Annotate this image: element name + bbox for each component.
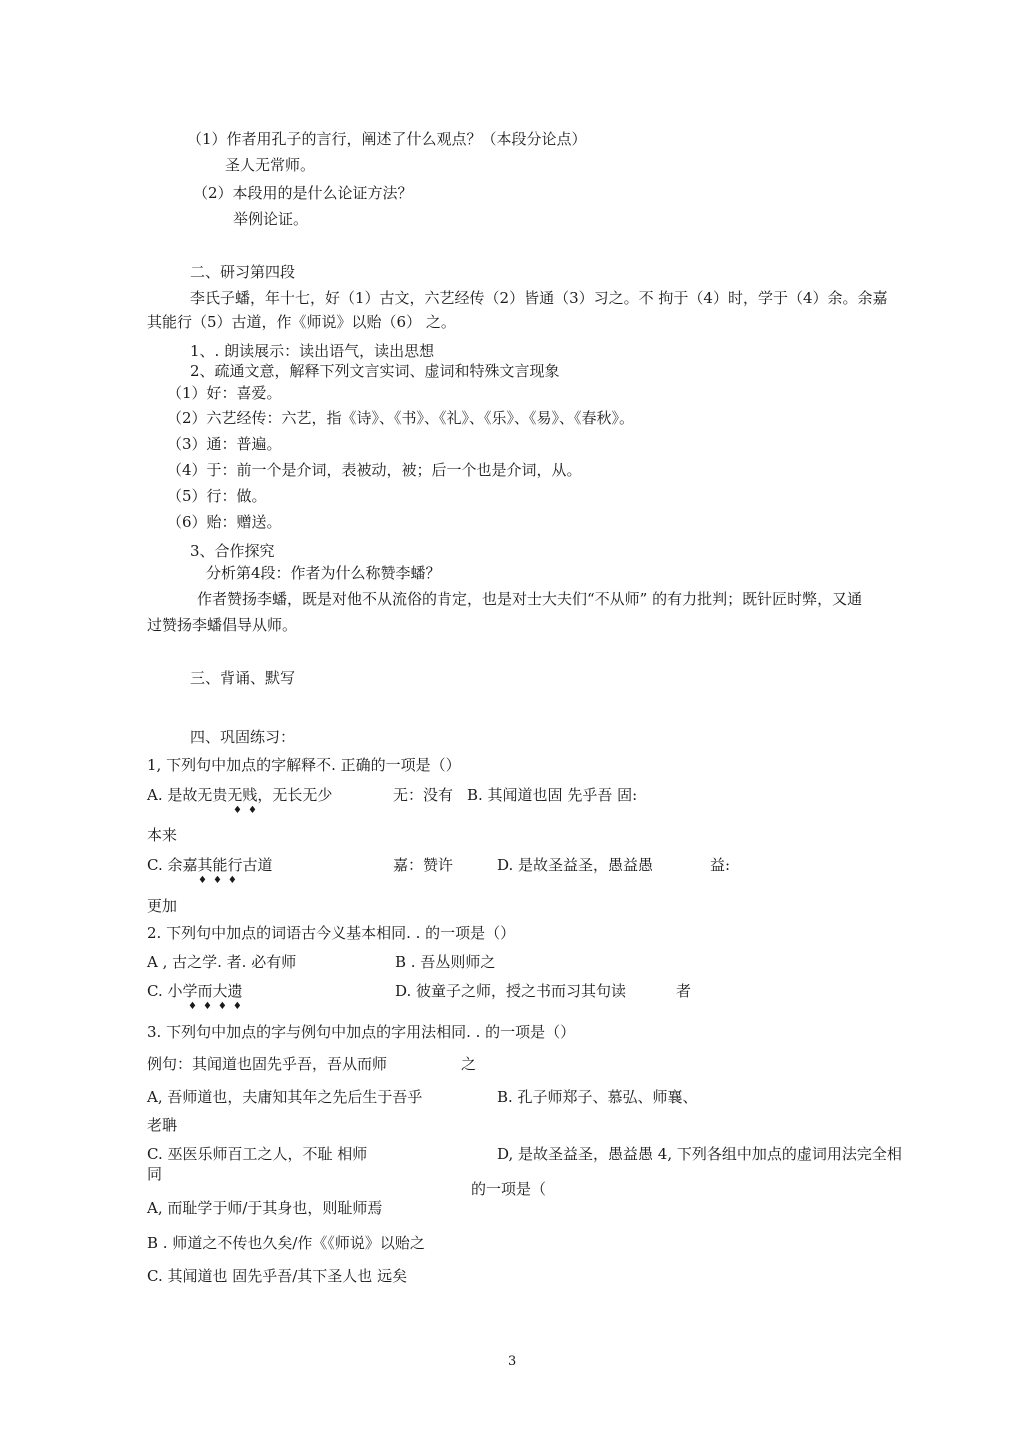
exercise-1-stem: 1, 下列句中加点的字解释不. 正确的一项是（） <box>147 756 461 774</box>
exercise-3-example: 例句：其闻道也固先乎吾，吾从而师 <box>147 1055 388 1073</box>
exercise-1-option-d: D. 是故圣益圣，愚益愚 <box>497 856 654 874</box>
note-item: （3）通：普遍。 <box>167 435 282 453</box>
exercise-3-example-tail: 之 <box>461 1055 477 1073</box>
note-item: （2）六艺经传：六艺，指《诗》、《书》、《礼》、《乐》、《易》、《春秋》。 <box>167 409 635 427</box>
emphasis-dots: ♦♦ <box>233 805 263 816</box>
exercise-1-option-c-gloss: 嘉：赞许 <box>393 856 454 874</box>
note-item: （6）贻：赠送。 <box>167 513 282 531</box>
note-item: （1）好：喜爱。 <box>167 384 282 402</box>
exercise-3-option-b-cont: 老聃 <box>147 1116 178 1134</box>
analysis-answer-line-1: 作者赞扬李蟠，既是对他不从流俗的肯定，也是对士大夫们“不从师” 的有力批判；既针匠时弊，又通 <box>197 590 863 608</box>
exercise-2-option-b: B . 吾丛则师之 <box>395 953 496 971</box>
step-1: 1、. 朗读展示：读出语气，读出思想 <box>190 342 435 360</box>
exercise-2-option-d: D. 彼童子之师，授之书而习其句读 <box>395 982 627 1000</box>
section-2-heading: 二、研习第四段 <box>190 263 296 281</box>
exercise-3-option-d: D, 是故圣益圣，愚益愚 4, 下列各组中加点的虚词用法完全相 <box>497 1145 902 1163</box>
section-3-heading: 三、背诵、默写 <box>190 669 296 687</box>
exercise-3-option-c: C. 巫医乐师百工之人，不耻 相师 <box>147 1145 368 1163</box>
exercise-2-option-d-tail: 者 <box>676 982 692 1000</box>
emphasis-dots: ♦♦♦ <box>198 875 243 886</box>
exercise-4-option-c: C. 其闻道也 固先乎吾/其下圣人也 远矣 <box>147 1267 408 1285</box>
answer-1: 圣人无常师。 <box>225 156 316 174</box>
exercise-1-option-b-cont: 本来 <box>147 826 178 844</box>
emphasis-dots: ♦♦♦♦ <box>188 1001 248 1012</box>
analysis-answer-line-2: 过赞扬李蟠倡导从师。 <box>147 616 298 634</box>
note-item: （4）于：前一个是介词，表被动，被；后一个也是介词，从。 <box>167 461 582 479</box>
exercise-1-option-d-cont: 更加 <box>147 897 178 915</box>
exercise-4-option-b: B . 师道之不传也久矣/作《《师说》以贻之 <box>147 1234 425 1252</box>
exercise-1-option-b: B. 其闻道也固 先乎吾 固: <box>467 786 638 804</box>
step-3: 3、合作探究 <box>190 542 275 560</box>
exercise-1-option-a: A. 是故无贵无贱，无长无少 <box>147 786 333 804</box>
analysis-question: 分析第4段：作者为什么称赞李蟠？ <box>206 564 441 582</box>
exercise-1-option-a-gloss: 无：没有 <box>393 786 454 804</box>
classical-text-line-1: 李氏子蟠，年十七，好（1）古文，六艺经传（2）皆通（3）习之。不 拘于（4）时，学于（4）余。余嘉 <box>190 289 888 307</box>
exercise-3-option-c-cont: 同 <box>147 1165 163 1183</box>
exercise-3-option-a: A, 吾师道也，夫庸知其年之先后生于吾乎 <box>147 1088 423 1106</box>
exercise-1-option-c: C. 余嘉其能行古道 <box>147 856 273 874</box>
page-number: 3 <box>508 1354 517 1369</box>
question-1: （1）作者用孔子的言行，阐述了什么观点？（本段分论点） <box>187 130 587 148</box>
section-4-heading: 四、巩固练习： <box>190 728 296 746</box>
exercise-1-option-d-gloss: 益: <box>710 856 731 874</box>
note-item: （5）行：做。 <box>167 487 267 505</box>
exercise-2-option-c: C. 小学而大遗 <box>147 982 243 1000</box>
answer-2: 举例论证。 <box>233 210 309 228</box>
exercise-2-stem: 2. 下列句中加点的词语古今义基本相同. . 的一项是（） <box>147 924 516 942</box>
exercise-3-option-b: B. 孔子师郑子、慕弘、师襄、 <box>497 1088 698 1106</box>
classical-text-line-2: 其能行（5）古道，作《师说》以贻（6） 之。 <box>147 313 456 331</box>
question-2: （2）本段用的是什么论证方法？ <box>193 184 413 202</box>
exercise-2-option-a: A , 古之学. 者. 必有师 <box>147 953 297 971</box>
exercise-4-option-a: A, 而耻学于师/于其身也，则耻师焉 <box>147 1199 383 1217</box>
exercise-4-stem-cont: 的一项是（ <box>471 1180 547 1198</box>
exercise-3-stem: 3. 下列句中加点的字与例句中加点的字用法相同. . 的一项是（） <box>147 1023 576 1041</box>
step-2: 2、疏通文意，解释下列文言实词、虚词和特殊文言现象 <box>190 362 560 380</box>
